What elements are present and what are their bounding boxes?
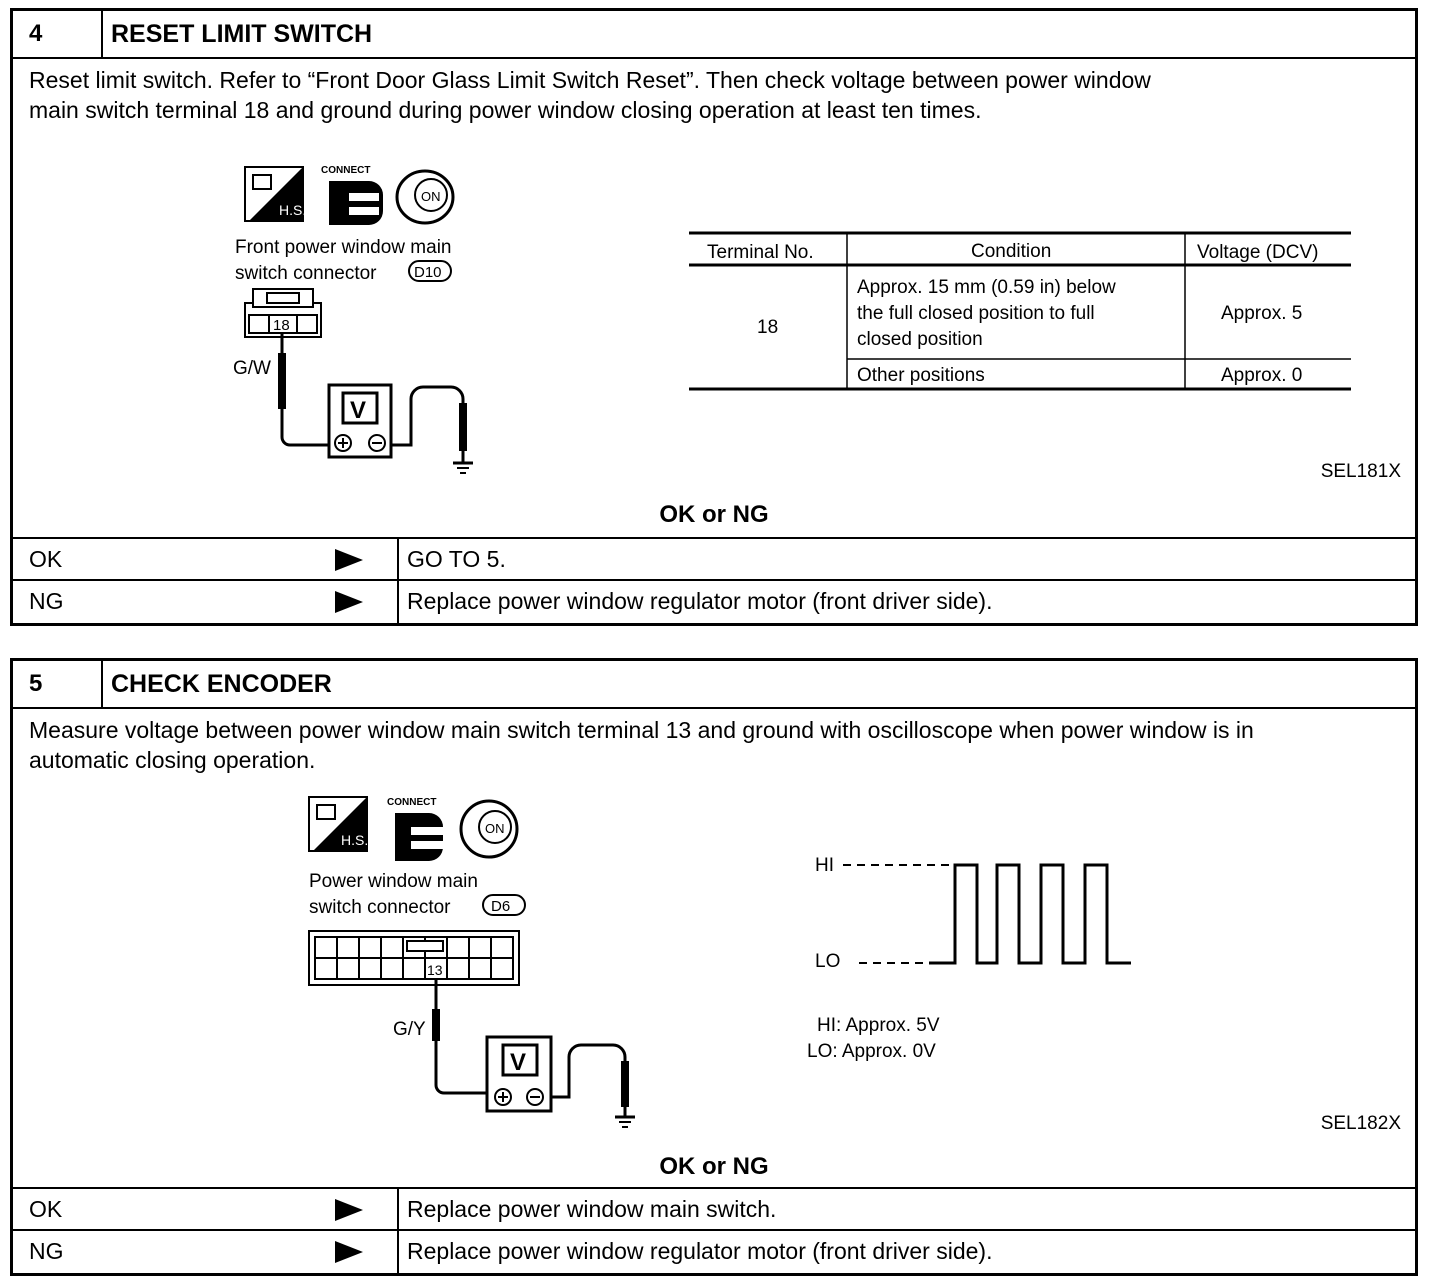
voltmeter-label: V — [510, 1049, 527, 1076]
result-key: NG — [29, 588, 64, 614]
waveform-hi-label: HI — [815, 855, 834, 876]
result-row-ng — [13, 1229, 1415, 1273]
hs-label: H.S. — [279, 202, 307, 218]
connect-label: CONNECT — [321, 165, 371, 176]
terminal-number: 13 — [427, 962, 443, 978]
connect-icon — [321, 165, 383, 225]
result-row-ok — [13, 1187, 1415, 1229]
result-key: OK — [29, 546, 63, 572]
waveform-trace — [929, 865, 1131, 963]
step-description — [29, 65, 1151, 125]
step-number: 5 — [13, 661, 103, 707]
hi-voltage-note: HI: Approx. 5V — [817, 1015, 940, 1036]
result-value: Replace power window main switch. — [397, 1189, 776, 1229]
figure-ref-code: SEL182X — [1320, 1113, 1401, 1134]
ok-or-ng-label: OK or NG — [659, 1153, 769, 1180]
table-condition-line-1: Approx. 15 mm (0.59 in) below — [857, 277, 1116, 298]
step-5-header — [13, 661, 1415, 709]
arrow-right-icon — [335, 591, 363, 613]
description-line-2: automatic closing operation. — [29, 747, 316, 773]
voltmeter — [487, 1037, 551, 1111]
table-header-voltage: Voltage (DCV) — [1197, 242, 1319, 263]
table-voltage-cell-1: Approx. 5 — [1221, 303, 1303, 324]
table-voltage-cell-2: Approx. 0 — [1221, 365, 1303, 386]
figure-ref-code: SEL181X — [1320, 461, 1401, 482]
ground-icon — [453, 463, 473, 473]
connect-label: CONNECT — [387, 797, 437, 808]
terminal-number: 18 — [273, 317, 290, 334]
hs-label: H.S. — [341, 832, 369, 848]
step-description — [29, 715, 1254, 775]
key-label: ON — [421, 189, 441, 204]
step-title: CHECK ENCODER — [111, 670, 332, 698]
description-line-1: Reset limit switch. Refer to “Front Door Glass Limit Switch Reset”. Then check voltage between power window — [29, 67, 1151, 93]
result-value: GO TO 5. — [397, 539, 506, 579]
step-4-header — [13, 11, 1415, 59]
result-value: Replace power window regulator motor (front driver side). — [397, 1231, 992, 1273]
encoder-waveform — [807, 855, 1131, 1062]
connector-label-line-2: switch connector — [309, 897, 451, 918]
table-condition-cell-2: Other positions — [857, 365, 985, 386]
table-condition-line-2: the full closed position to full — [857, 303, 1095, 324]
waveform-lo-label: LO — [815, 951, 841, 972]
key-label: ON — [485, 821, 505, 836]
arrow-right-icon — [335, 549, 363, 571]
hs-icon — [245, 167, 306, 221]
wire-color: G/W — [233, 358, 271, 379]
table-terminal-cell: 18 — [757, 317, 779, 338]
result-row-ok — [13, 537, 1415, 579]
table-header-terminal: Terminal No. — [707, 242, 814, 263]
description-line-2: main switch terminal 18 and ground during power window closing operation at least ten times. — [29, 97, 982, 123]
connector-d6 — [309, 931, 519, 985]
connector-label-line-2: switch connector — [235, 263, 377, 284]
step-4-box — [10, 8, 1418, 626]
connect-icon — [387, 797, 443, 861]
wire-color: G/Y — [393, 1019, 426, 1040]
result-key: NG — [29, 1238, 64, 1264]
step-5-box — [10, 658, 1418, 1276]
arrow-right-icon — [335, 1199, 363, 1221]
description-line-1: Measure voltage between power window main switch terminal 13 and ground with oscilloscope when power window is in — [29, 717, 1254, 743]
hs-icon — [309, 797, 368, 851]
step-number: 4 — [13, 11, 103, 57]
arrow-right-icon — [335, 1241, 363, 1263]
ignition-key-icon — [461, 801, 517, 857]
ok-or-ng-label: OK or NG — [659, 501, 769, 528]
result-key: OK — [29, 1196, 63, 1222]
voltmeter — [329, 385, 391, 457]
lo-voltage-note: LO: Approx. 0V — [807, 1041, 936, 1062]
step-title: RESET LIMIT SWITCH — [111, 20, 373, 48]
connector-id: D10 — [414, 264, 442, 281]
result-row-ng — [13, 579, 1415, 623]
connector-d10 — [245, 289, 321, 337]
ground-icon — [615, 1117, 635, 1127]
result-value: Replace power window regulator motor (front driver side). — [397, 581, 992, 623]
voltage-table — [689, 233, 1351, 389]
voltmeter-label: V — [350, 397, 367, 424]
table-header-condition: Condition — [971, 241, 1052, 262]
connector-id: D6 — [491, 898, 511, 915]
connector-label-line-1: Front power window main — [235, 237, 452, 258]
table-condition-line-3: closed position — [857, 329, 983, 350]
ignition-key-icon — [397, 171, 453, 223]
connector-label-line-1: Power window main — [309, 871, 478, 892]
